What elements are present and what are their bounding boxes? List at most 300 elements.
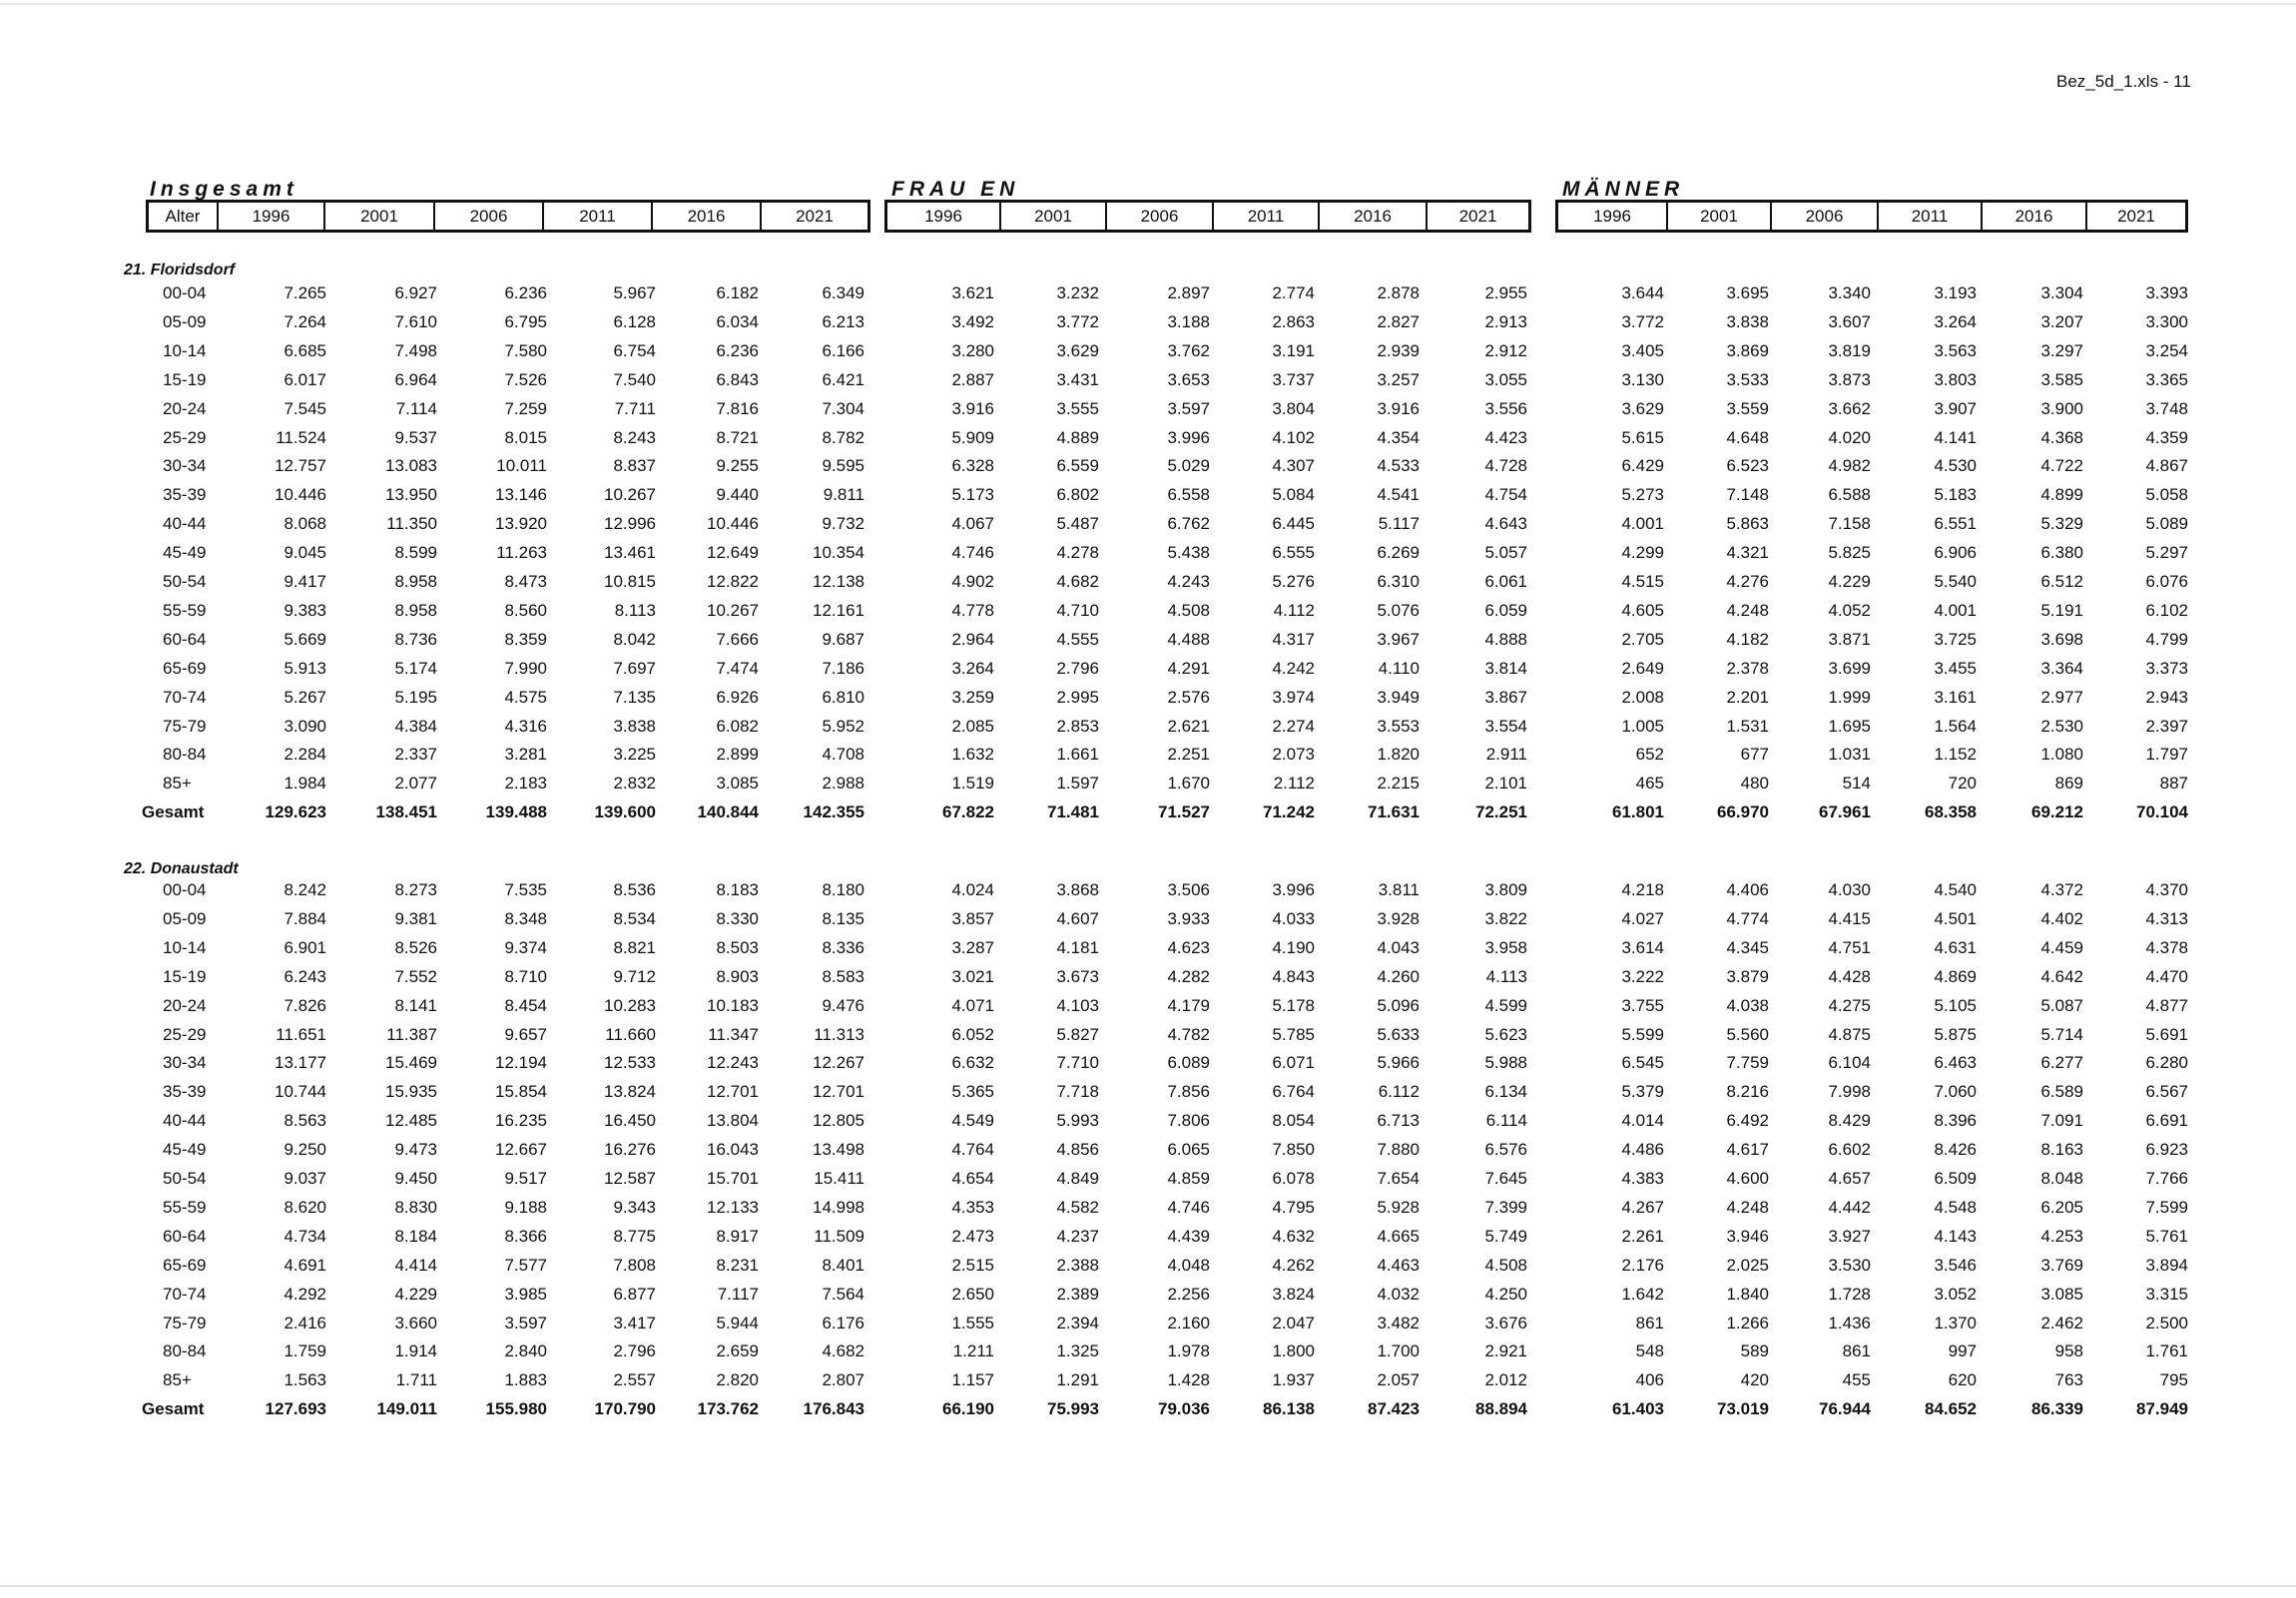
value-cell: 3.533 bbox=[1726, 369, 1769, 389]
value-cell: 4.321 bbox=[1726, 543, 1769, 563]
value-cell: 4.071 bbox=[951, 995, 994, 1015]
value-cell: 3.055 bbox=[1484, 369, 1527, 389]
value-cell: 13.146 bbox=[495, 485, 547, 505]
value-cell: 3.725 bbox=[1934, 629, 1977, 649]
value-cell: 6.166 bbox=[822, 340, 864, 360]
value-cell: 1.914 bbox=[394, 1341, 437, 1361]
value-cell: 5.379 bbox=[1621, 1082, 1664, 1102]
value-cell: 155.980 bbox=[485, 1399, 547, 1419]
value-cell: 3.304 bbox=[2040, 283, 2083, 302]
header-year: 2001 bbox=[999, 203, 1105, 230]
value-cell: 11.660 bbox=[605, 1024, 656, 1044]
value-cell: 2.955 bbox=[1484, 283, 1527, 302]
value-cell: 2.863 bbox=[1272, 311, 1315, 331]
value-cell: 3.772 bbox=[1621, 311, 1664, 331]
table-row bbox=[0, 543, 2296, 572]
value-cell: 2.012 bbox=[1484, 1370, 1527, 1390]
value-cell: 3.207 bbox=[2040, 311, 2083, 331]
value-cell: 3.257 bbox=[1377, 369, 1420, 389]
value-cell: 6.078 bbox=[1272, 1169, 1315, 1188]
value-cell: 10.267 bbox=[604, 485, 656, 505]
value-cell: 8.336 bbox=[822, 937, 864, 957]
value-cell: 5.952 bbox=[822, 716, 864, 736]
value-cell: 6.102 bbox=[2145, 600, 2188, 620]
value-cell: 8.042 bbox=[613, 629, 656, 649]
value-cell: 87.949 bbox=[2136, 1399, 2188, 1419]
value-cell: 4.278 bbox=[1056, 543, 1099, 563]
value-cell: 4.262 bbox=[1272, 1255, 1315, 1275]
value-cell: 6.349 bbox=[822, 283, 864, 302]
value-cell: 5.173 bbox=[951, 485, 994, 505]
page-bottom-border bbox=[0, 1585, 2296, 1587]
value-cell: 4.275 bbox=[1828, 995, 1871, 1015]
value-cell: 6.713 bbox=[1377, 1111, 1420, 1131]
value-cell: 5.076 bbox=[1377, 600, 1420, 620]
value-cell: 5.623 bbox=[1484, 1024, 1527, 1044]
value-cell: 6.104 bbox=[1828, 1053, 1871, 1073]
value-cell: 4.428 bbox=[1828, 966, 1871, 986]
value-cell: 10.446 bbox=[275, 485, 326, 505]
value-cell: 6.205 bbox=[2040, 1197, 2083, 1217]
value-cell: 3.052 bbox=[1934, 1284, 1977, 1304]
value-cell: 66.970 bbox=[1717, 802, 1769, 822]
value-cell: 3.222 bbox=[1621, 966, 1664, 986]
table-row bbox=[0, 572, 2296, 601]
value-cell: 9.381 bbox=[394, 908, 437, 928]
value-cell: 11.313 bbox=[814, 1024, 864, 1044]
value-cell: 3.660 bbox=[394, 1313, 437, 1332]
value-cell: 2.897 bbox=[1167, 283, 1210, 302]
value-cell: 8.563 bbox=[284, 1111, 326, 1131]
value-cell: 5.365 bbox=[951, 1082, 994, 1102]
value-cell: 7.535 bbox=[504, 880, 547, 899]
value-cell: 8.396 bbox=[1934, 1111, 1977, 1131]
value-cell: 11.651 bbox=[276, 1024, 326, 1044]
value-cell: 1.005 bbox=[1621, 716, 1664, 736]
value-cell: 1.080 bbox=[2040, 745, 2083, 765]
value-cell: 4.859 bbox=[1167, 1169, 1210, 1188]
value-cell: 2.887 bbox=[951, 369, 994, 389]
table-row bbox=[0, 1370, 2296, 1399]
value-cell: 1.761 bbox=[2145, 1341, 2188, 1361]
value-cell: 5.875 bbox=[1934, 1024, 1977, 1044]
header-year: 2016 bbox=[651, 203, 760, 230]
header-year: 2016 bbox=[1981, 203, 2085, 230]
age-group-label: 05-09 bbox=[163, 908, 207, 928]
value-cell: 2.101 bbox=[1484, 774, 1527, 794]
age-group-label: 20-24 bbox=[163, 398, 207, 418]
value-cell: 3.869 bbox=[1726, 340, 1769, 360]
value-cell: 2.913 bbox=[1484, 311, 1527, 331]
value-cell: 2.832 bbox=[613, 774, 656, 794]
value-cell: 7.759 bbox=[1726, 1053, 1769, 1073]
value-cell: 5.058 bbox=[2145, 485, 2188, 505]
value-cell: 7.998 bbox=[1828, 1082, 1871, 1102]
value-cell: 3.193 bbox=[1934, 283, 1977, 302]
value-cell: 2.649 bbox=[1621, 658, 1664, 678]
header-year: 1996 bbox=[1593, 206, 1631, 226]
value-cell: 3.297 bbox=[2040, 340, 2083, 360]
value-cell: 4.486 bbox=[1621, 1140, 1664, 1160]
value-cell: 4.345 bbox=[1726, 937, 1769, 957]
value-cell: 3.804 bbox=[1272, 398, 1315, 418]
value-cell: 3.737 bbox=[1272, 369, 1315, 389]
value-cell: 3.867 bbox=[1484, 687, 1527, 707]
value-cell: 4.463 bbox=[1377, 1255, 1420, 1275]
value-cell: 3.772 bbox=[1056, 311, 1099, 331]
value-cell: 6.927 bbox=[394, 283, 437, 302]
value-cell: 6.559 bbox=[1056, 456, 1099, 476]
value-cell: 7.265 bbox=[284, 283, 326, 302]
value-cell: 12.805 bbox=[813, 1111, 864, 1131]
value-cell: 1.695 bbox=[1828, 716, 1871, 736]
value-cell: 8.242 bbox=[284, 880, 326, 899]
value-cell: 4.024 bbox=[951, 880, 994, 899]
value-cell: 1.759 bbox=[284, 1341, 326, 1361]
value-cell: 5.057 bbox=[1484, 543, 1527, 563]
value-cell: 15.935 bbox=[385, 1082, 437, 1102]
value-cell: 3.629 bbox=[1621, 398, 1664, 418]
value-cell: 3.621 bbox=[951, 283, 994, 302]
value-cell: 7.577 bbox=[504, 1255, 547, 1275]
value-cell: 12.822 bbox=[707, 572, 759, 591]
value-cell: 4.508 bbox=[1167, 600, 1210, 620]
value-cell: 3.315 bbox=[2145, 1284, 2188, 1304]
value-cell: 4.190 bbox=[1272, 937, 1315, 957]
value-cell: 3.949 bbox=[1377, 687, 1420, 707]
value-cell: 4.317 bbox=[1272, 629, 1315, 649]
value-cell: 8.330 bbox=[716, 908, 759, 928]
value-cell: 71.631 bbox=[1368, 802, 1420, 822]
value-cell: 16.450 bbox=[604, 1111, 656, 1131]
value-cell: 5.195 bbox=[394, 687, 437, 707]
value-cell: 8.830 bbox=[394, 1197, 437, 1217]
value-cell: 4.470 bbox=[2145, 966, 2188, 986]
value-cell: 2.085 bbox=[951, 716, 994, 736]
value-cell: 8.782 bbox=[822, 427, 864, 447]
value-cell: 4.899 bbox=[2040, 485, 2083, 505]
value-cell: 8.837 bbox=[613, 456, 656, 476]
value-cell: 4.218 bbox=[1621, 880, 1664, 899]
value-cell: 8.583 bbox=[822, 966, 864, 986]
value-cell: 3.232 bbox=[1056, 283, 1099, 302]
value-cell: 72.251 bbox=[1475, 802, 1527, 822]
age-group-label: 80-84 bbox=[163, 745, 207, 765]
value-cell: 455 bbox=[1842, 1370, 1871, 1390]
age-group-label: 75-79 bbox=[163, 1313, 207, 1332]
value-cell: 1.700 bbox=[1377, 1341, 1420, 1361]
value-cell: 10.354 bbox=[813, 543, 864, 563]
value-cell: 4.402 bbox=[2040, 908, 2083, 928]
value-cell: 9.811 bbox=[823, 485, 864, 505]
value-cell: 2.921 bbox=[1484, 1341, 1527, 1361]
value-cell: 2.995 bbox=[1056, 687, 1099, 707]
value-cell: 5.297 bbox=[2145, 543, 2188, 563]
value-cell: 11.387 bbox=[386, 1024, 437, 1044]
value-cell: 4.368 bbox=[2040, 427, 2083, 447]
value-cell: 4.067 bbox=[951, 514, 994, 534]
age-group-label: 05-09 bbox=[163, 311, 207, 331]
value-cell: 5.928 bbox=[1377, 1197, 1420, 1217]
value-cell: 4.722 bbox=[2040, 456, 2083, 476]
table-row bbox=[0, 601, 2296, 630]
value-cell: 6.059 bbox=[1484, 600, 1527, 620]
value-cell: 13.177 bbox=[275, 1053, 326, 1073]
value-cell: 1.800 bbox=[1272, 1341, 1315, 1361]
value-cell: 4.734 bbox=[284, 1226, 326, 1246]
value-cell: 5.178 bbox=[1272, 995, 1315, 1015]
table-row bbox=[0, 399, 2296, 428]
value-cell: 1.597 bbox=[1056, 774, 1099, 794]
value-cell: 10.446 bbox=[707, 514, 759, 534]
value-cell: 142.355 bbox=[803, 802, 864, 822]
value-cell: 7.806 bbox=[1167, 1111, 1210, 1131]
value-cell: 2.659 bbox=[716, 1341, 759, 1361]
table-row bbox=[0, 312, 2296, 341]
value-cell: 3.188 bbox=[1167, 311, 1210, 331]
value-cell: 3.933 bbox=[1167, 908, 1210, 928]
value-cell: 3.085 bbox=[716, 774, 759, 794]
value-cell: 1.428 bbox=[1167, 1370, 1210, 1390]
value-cell: 2.827 bbox=[1377, 311, 1420, 331]
value-cell: 6.762 bbox=[1167, 514, 1210, 534]
header-year: 1996 bbox=[217, 203, 323, 230]
value-cell: 8.903 bbox=[716, 966, 759, 986]
value-cell: 6.685 bbox=[284, 340, 326, 360]
value-cell: 4.014 bbox=[1621, 1111, 1664, 1131]
value-cell: 61.403 bbox=[1612, 1399, 1664, 1419]
value-cell: 3.673 bbox=[1056, 966, 1099, 986]
age-group-label: 65-69 bbox=[163, 1255, 207, 1275]
header-year: 2011 bbox=[1877, 203, 1981, 230]
value-cell: 6.277 bbox=[2040, 1053, 2083, 1073]
value-cell: 4.889 bbox=[1056, 427, 1099, 447]
value-cell: 4.307 bbox=[1272, 456, 1315, 476]
value-cell: 7.880 bbox=[1377, 1140, 1420, 1160]
value-cell: 3.868 bbox=[1056, 880, 1099, 899]
value-cell: 3.585 bbox=[2040, 369, 2083, 389]
value-cell: 4.384 bbox=[394, 716, 437, 736]
value-cell: 2.705 bbox=[1621, 629, 1664, 649]
value-cell: 8.015 bbox=[504, 427, 547, 447]
value-cell: 7.158 bbox=[1828, 514, 1871, 534]
value-cell: 8.216 bbox=[1726, 1082, 1769, 1102]
value-cell: 869 bbox=[2054, 774, 2083, 794]
value-cell: 8.454 bbox=[504, 995, 547, 1015]
value-cell: 139.488 bbox=[485, 802, 547, 822]
value-cell: 12.133 bbox=[707, 1197, 759, 1217]
value-cell: 5.191 bbox=[2040, 600, 2083, 620]
value-cell: 8.348 bbox=[504, 908, 547, 928]
value-cell: 3.698 bbox=[2040, 629, 2083, 649]
value-cell: 6.236 bbox=[504, 283, 547, 302]
value-cell: 7.711 bbox=[614, 398, 656, 418]
value-cell: 6.691 bbox=[2145, 1111, 2188, 1131]
section-title: 22. Donaustadt bbox=[124, 860, 239, 877]
value-cell: 71.527 bbox=[1158, 802, 1210, 822]
value-cell: 4.582 bbox=[1056, 1197, 1099, 1217]
header-year: 2011 bbox=[1212, 203, 1318, 230]
value-cell: 3.597 bbox=[504, 1313, 547, 1332]
value-cell: 4.242 bbox=[1272, 658, 1315, 678]
value-cell: 3.974 bbox=[1272, 687, 1315, 707]
value-cell: 10.815 bbox=[604, 572, 656, 591]
value-cell: 2.416 bbox=[284, 1313, 326, 1332]
value-cell: 8.503 bbox=[716, 937, 759, 957]
value-cell: 10.283 bbox=[604, 995, 656, 1015]
value-cell: 4.253 bbox=[2040, 1226, 2083, 1246]
value-cell: 2.261 bbox=[1621, 1226, 1664, 1246]
value-cell: 4.048 bbox=[1167, 1255, 1210, 1275]
value-cell: 1.661 bbox=[1056, 745, 1099, 765]
value-cell: 5.749 bbox=[1484, 1226, 1527, 1246]
value-cell: 3.090 bbox=[284, 716, 326, 736]
value-cell: 2.256 bbox=[1167, 1284, 1210, 1304]
value-cell: 3.803 bbox=[1934, 369, 1977, 389]
value-cell: 1.797 bbox=[2145, 745, 2188, 765]
value-cell: 6.509 bbox=[1934, 1169, 1977, 1188]
value-cell: 4.856 bbox=[1056, 1140, 1099, 1160]
value-cell: 4.292 bbox=[284, 1284, 326, 1304]
value-cell: 5.089 bbox=[2145, 514, 2188, 534]
value-cell: 2.160 bbox=[1167, 1313, 1210, 1332]
value-cell: 2.394 bbox=[1056, 1313, 1099, 1332]
value-cell: 3.264 bbox=[951, 658, 994, 678]
value-cell: 8.366 bbox=[504, 1226, 547, 1246]
value-cell: 3.629 bbox=[1056, 340, 1099, 360]
value-cell: 4.359 bbox=[2145, 427, 2188, 447]
value-cell: 12.161 bbox=[813, 600, 864, 620]
value-cell: 4.540 bbox=[1934, 880, 1977, 899]
value-cell: 4.488 bbox=[1167, 629, 1210, 649]
value-cell: 8.721 bbox=[716, 427, 759, 447]
value-cell: 2.183 bbox=[504, 774, 547, 794]
value-cell: 5.599 bbox=[1621, 1024, 1664, 1044]
value-cell: 6.280 bbox=[2145, 1053, 2188, 1073]
value-cell: 8.359 bbox=[504, 629, 547, 649]
value-cell: 6.089 bbox=[1167, 1053, 1210, 1073]
value-cell: 4.875 bbox=[1828, 1024, 1871, 1044]
value-cell: 8.273 bbox=[394, 880, 437, 899]
value-cell: 7.545 bbox=[284, 398, 326, 418]
header-year: 2016 bbox=[1318, 203, 1426, 230]
table-row bbox=[0, 514, 2296, 543]
value-cell: 4.267 bbox=[1621, 1197, 1664, 1217]
value-cell: 13.804 bbox=[707, 1111, 759, 1131]
value-cell: 71.481 bbox=[1047, 802, 1099, 822]
value-cell: 68.358 bbox=[1925, 802, 1977, 822]
value-cell: 3.900 bbox=[2040, 398, 2083, 418]
value-cell: 61.801 bbox=[1612, 802, 1664, 822]
value-cell: 5.273 bbox=[1621, 485, 1664, 505]
value-cell: 3.225 bbox=[613, 745, 656, 765]
value-cell: 4.599 bbox=[1484, 995, 1527, 1015]
age-group-label: 10-14 bbox=[163, 340, 207, 360]
value-cell: 2.988 bbox=[822, 774, 864, 794]
value-cell: 4.607 bbox=[1056, 908, 1099, 928]
value-cell: 3.021 bbox=[951, 966, 994, 986]
total-label: Gesamt bbox=[142, 1399, 205, 1419]
value-cell: 4.555 bbox=[1056, 629, 1099, 649]
value-cell: 2.473 bbox=[951, 1226, 994, 1246]
value-cell: 2.008 bbox=[1621, 687, 1664, 707]
value-cell: 7.264 bbox=[284, 311, 326, 331]
value-cell: 4.229 bbox=[1828, 572, 1871, 591]
value-cell: 6.843 bbox=[716, 369, 759, 389]
value-cell: 3.300 bbox=[2145, 311, 2188, 331]
value-cell: 6.764 bbox=[1272, 1082, 1315, 1102]
value-cell: 5.863 bbox=[1726, 514, 1769, 534]
value-cell: 3.762 bbox=[1167, 340, 1210, 360]
value-cell: 4.442 bbox=[1828, 1197, 1871, 1217]
value-cell: 2.878 bbox=[1377, 283, 1420, 302]
value-cell: 4.501 bbox=[1934, 908, 1977, 928]
value-cell: 3.417 bbox=[613, 1313, 656, 1332]
value-cell: 86.339 bbox=[2031, 1399, 2083, 1419]
value-cell: 7.114 bbox=[395, 398, 437, 418]
age-group-label: 15-19 bbox=[163, 369, 207, 389]
value-cell: 2.047 bbox=[1272, 1313, 1315, 1332]
value-cell: 8.183 bbox=[716, 880, 759, 899]
value-cell: 3.907 bbox=[1934, 398, 1977, 418]
value-cell: 3.546 bbox=[1934, 1255, 1977, 1275]
value-cell: 3.946 bbox=[1726, 1226, 1769, 1246]
value-cell: 2.650 bbox=[951, 1284, 994, 1304]
value-cell: 5.988 bbox=[1484, 1053, 1527, 1073]
value-cell: 2.284 bbox=[284, 745, 326, 765]
value-cell: 406 bbox=[1635, 1370, 1664, 1390]
value-cell: 1.670 bbox=[1167, 774, 1210, 794]
value-cell: 2.939 bbox=[1377, 340, 1420, 360]
value-cell: 9.255 bbox=[716, 456, 759, 476]
value-cell: 4.778 bbox=[951, 600, 994, 620]
group-title-insgesamt: Insgesamt bbox=[150, 178, 298, 201]
table-row bbox=[0, 1198, 2296, 1227]
value-cell: 4.617 bbox=[1726, 1140, 1769, 1160]
value-cell: 4.657 bbox=[1828, 1169, 1871, 1188]
value-cell: 4.849 bbox=[1056, 1169, 1099, 1188]
value-cell: 887 bbox=[2159, 774, 2188, 794]
value-cell: 5.761 bbox=[2145, 1226, 2188, 1246]
value-cell: 127.693 bbox=[265, 1399, 326, 1419]
value-cell: 8.736 bbox=[394, 629, 437, 649]
value-cell: 4.982 bbox=[1828, 456, 1871, 476]
value-cell: 6.589 bbox=[2040, 1082, 2083, 1102]
value-cell: 1.937 bbox=[1272, 1370, 1315, 1390]
value-cell: 2.201 bbox=[1726, 687, 1769, 707]
value-cell: 3.879 bbox=[1726, 966, 1769, 986]
value-cell: 10.183 bbox=[707, 995, 759, 1015]
value-cell: 9.537 bbox=[394, 427, 437, 447]
value-cell: 7.816 bbox=[716, 398, 759, 418]
page-reference: Bez_5d_1.xls - 11 bbox=[2056, 72, 2191, 91]
table-row bbox=[0, 1314, 2296, 1342]
value-cell: 13.920 bbox=[495, 514, 547, 534]
value-cell: 4.632 bbox=[1272, 1226, 1315, 1246]
value-cell: 4.682 bbox=[822, 1341, 864, 1361]
value-cell: 5.913 bbox=[284, 658, 326, 678]
value-cell: 8.821 bbox=[613, 937, 656, 957]
value-cell: 6.576 bbox=[1484, 1140, 1527, 1160]
table-row bbox=[0, 283, 2296, 312]
value-cell: 2.820 bbox=[716, 1370, 759, 1390]
group-title-maenner: MÄNNER bbox=[1562, 178, 1685, 201]
value-cell: 5.714 bbox=[2040, 1024, 2083, 1044]
value-cell: 2.515 bbox=[951, 1255, 994, 1275]
value-cell: 2.796 bbox=[613, 1341, 656, 1361]
value-cell: 4.033 bbox=[1272, 908, 1315, 928]
value-cell: 6.176 bbox=[822, 1313, 864, 1332]
